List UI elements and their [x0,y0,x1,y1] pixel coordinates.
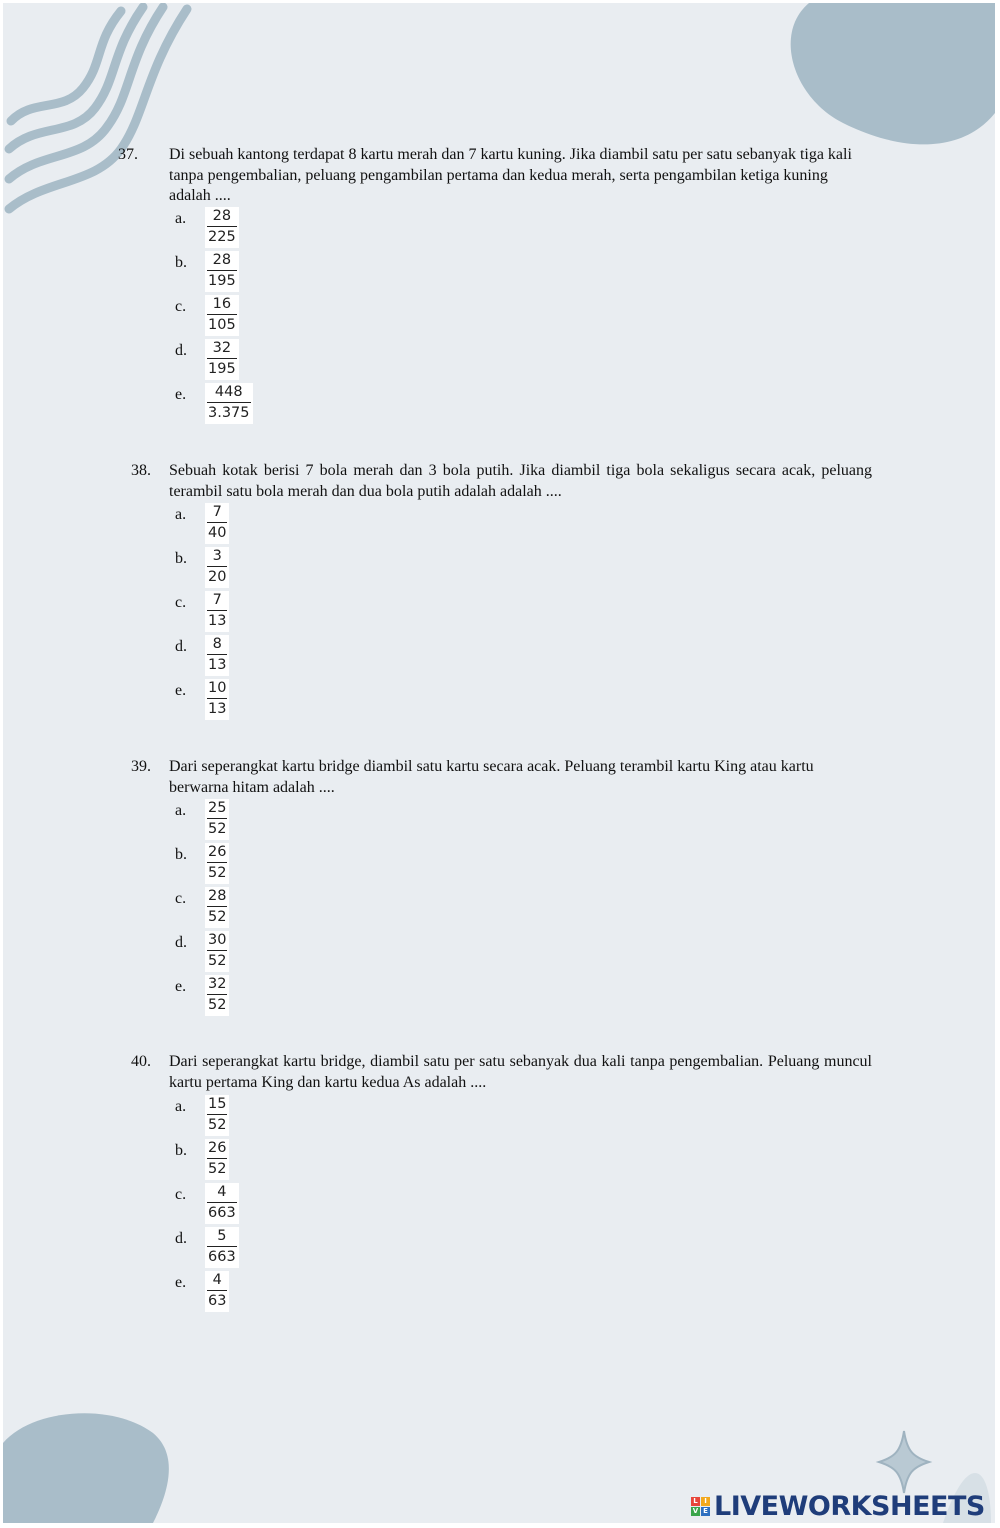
numerator: 25 [208,800,227,816]
denominator: 13 [208,701,227,717]
liveworksheets-logo[interactable] [691,1488,985,1524]
fraction [205,843,229,884]
answer-option-e[interactable] [3,680,303,724]
fraction [205,1139,229,1180]
answer-option-e[interactable] [3,976,303,1020]
fraction [205,1227,239,1268]
denominator: 105 [208,317,236,333]
option-letter: e. [175,682,187,699]
logo-mark-letter: V [692,1506,699,1515]
numerator: 28 [208,888,227,904]
denominator: 195 [208,273,236,289]
option-letter: a. [175,1098,187,1115]
denominator: 663 [208,1205,236,1221]
numerator: 26 [208,844,227,860]
logo-mark-letter: E [701,1507,710,1516]
numerator: 32 [212,340,232,356]
option-letter: a. [175,506,187,523]
numerator: 26 [208,1140,227,1156]
answer-option-d[interactable] [3,636,303,680]
question-text: Di sebuah kantong terdapat 8 kartu merah dan 7 kartu kuning. Jika diambil satu per satu sebanyak tiga kali tanpa pengembalian, peluang pengambilan pertama dan kedua merah, serta pengambilan ketiga kuning adalah .... [169,146,852,204]
answer-option-e[interactable] [3,1272,303,1316]
fraction [205,1095,229,1136]
answer-option-d[interactable] [3,1228,303,1272]
option-letter: d. [175,342,187,359]
denominator: 52 [208,1161,227,1177]
option-letter: e. [175,386,187,403]
answer-option-b[interactable] [3,1140,303,1184]
denominator: 3.375 [208,405,250,421]
numerator: 448 [214,384,243,400]
denominator: 225 [208,229,236,245]
fraction [205,931,229,972]
question-number: 37. [118,146,138,163]
answer-option-b[interactable] [3,548,303,592]
denominator: 40 [208,525,227,541]
denominator: 20 [208,569,227,585]
answer-option-e[interactable] [3,384,303,428]
option-letter: d. [175,638,187,655]
fraction [205,635,229,676]
denominator: 52 [208,997,227,1013]
numerator: 3 [212,548,222,564]
star-decoration [879,1431,929,1493]
numerator: 30 [208,932,227,948]
option-letter: b. [175,550,187,567]
logo-mark-letter: L [691,1497,700,1506]
denominator: 52 [208,909,227,925]
denominator: 52 [208,865,227,881]
numerator: 28 [212,208,232,224]
denominator: 13 [208,657,227,673]
question-text: Sebuah kotak berisi 7 bola merah dan 3 bola putih. Jika diambil tiga bola sekaligus secara acak, peluang terambil satu bola merah dan dua bola putih adalah adalah .... [169,462,872,500]
question-text: Dari seperangkat kartu bridge, diambil satu per satu sebanyak dua kali tanpa pengembalian. Peluang muncul kartu pertama King dan kartu kedua As adalah .... [169,1053,872,1091]
numerator: 32 [208,976,227,992]
fraction [205,679,229,720]
denominator: 663 [208,1249,236,1265]
fraction [205,503,229,544]
fraction [205,591,229,632]
denominator: 52 [208,1117,227,1133]
fraction [205,887,229,928]
liveworksheets-logo-icon [691,1497,710,1516]
answer-option-c[interactable] [3,296,303,340]
question-number: 39. [131,758,151,775]
option-letter: e. [175,978,187,995]
fraction [205,295,239,336]
denominator: 13 [208,613,227,629]
fraction [205,547,229,588]
fraction [205,975,229,1016]
answer-option-c[interactable] [3,592,303,636]
fraction [205,1271,229,1312]
fraction [205,383,253,424]
option-letter: b. [175,1142,187,1159]
numerator: 10 [208,680,227,696]
answer-option-b[interactable] [3,252,303,296]
numerator: 28 [212,252,232,268]
option-letter: a. [175,210,187,227]
option-letter: d. [175,1230,187,1247]
denominator: 63 [208,1293,227,1309]
option-letter: d. [175,934,187,951]
answer-option-b[interactable] [3,844,303,888]
numerator: 7 [212,504,222,520]
wave-lines-decoration [9,7,187,209]
fraction [205,207,239,248]
logo-mark-letter: I [701,1497,710,1506]
option-letter: a. [175,802,187,819]
answer-option-a[interactable] [3,1096,303,1140]
numerator: 8 [212,636,222,652]
answer-option-d[interactable] [3,340,303,384]
numerator: 4 [212,1272,222,1288]
numerator: 7 [212,592,222,608]
option-letter: c. [175,594,187,611]
question-number: 38. [131,462,151,479]
fraction [205,799,229,840]
denominator: 52 [208,821,227,837]
denominator: 195 [208,361,236,377]
answer-option-c[interactable] [3,888,303,932]
answer-option-a[interactable] [3,800,303,844]
bottom-left-blob [3,1413,169,1523]
logo-text: LIVEWORKSHEETS [714,1490,985,1522]
answer-option-d[interactable] [3,932,303,976]
option-letter: b. [175,254,187,271]
fraction [205,251,239,292]
numerator: 16 [212,296,232,312]
fraction [205,1183,239,1224]
answer-option-a[interactable] [3,208,303,252]
worksheet-page [3,3,995,1523]
fraction [205,339,239,380]
denominator: 52 [208,953,227,969]
question-text: Dari seperangkat kartu bridge diambil satu kartu secara acak. Peluang terambil kartu King atau kartu berwarna hitam adalah .... [169,758,814,796]
numerator: 15 [208,1096,227,1112]
option-letter: c. [175,1186,187,1203]
answer-option-a[interactable] [3,504,303,548]
option-letter: c. [175,890,187,907]
question-number: 40. [131,1053,151,1070]
option-letter: e. [175,1274,187,1291]
answer-option-c[interactable] [3,1184,303,1228]
numerator: 5 [217,1228,227,1244]
numerator: 4 [217,1184,227,1200]
option-letter: b. [175,846,187,863]
option-letter: c. [175,298,187,315]
top-right-blob [791,3,995,144]
